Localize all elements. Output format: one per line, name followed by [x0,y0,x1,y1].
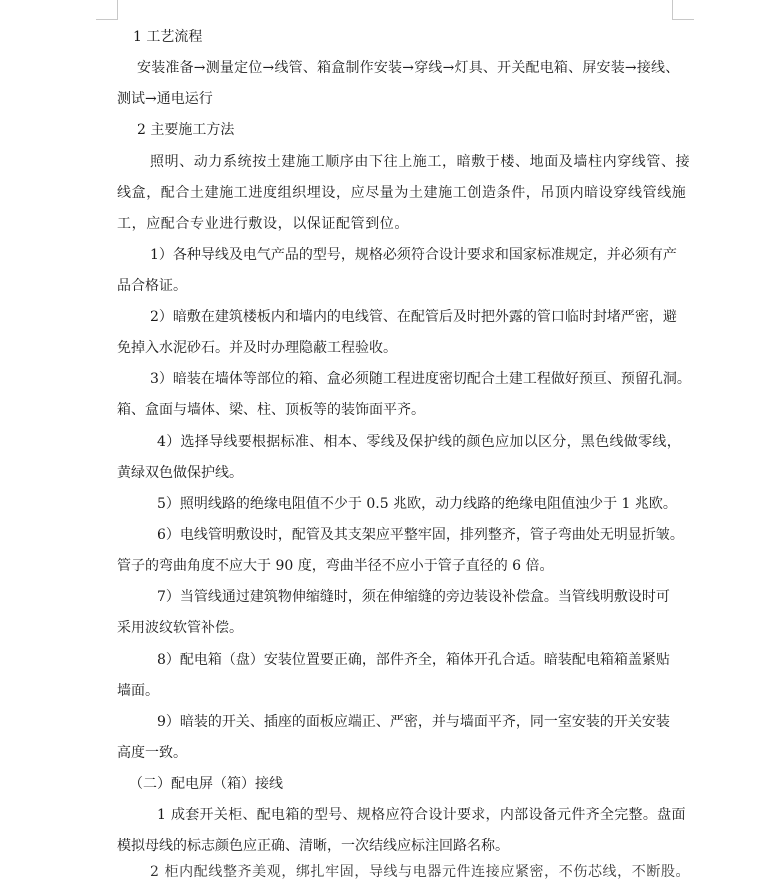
crop-mark-top-right-horizontal [672,19,694,20]
paragraph-line: 线盒，配合土建施工进度组织埋设，应尽量为土建施工创造条件，吊顶内暗设穿线管线施 [117,185,687,201]
crop-mark-top-right-vertical [672,0,673,20]
paragraph-line: 模拟母线的标志颜色应正确、清晰，一次结线应标注回路名称。 [117,838,509,854]
list-item-7: 7）当管线通过建筑物伸缩缝时，须在伸缩缝的旁边装设补偿盒。当管线明敷设时可 [157,589,670,605]
paragraph-line: 工，应配合专业进行敷设，以保证配管到位。 [117,216,409,232]
heading-construction-methods: 2 主要施工方法 [137,122,235,138]
list-item-8: 8）配电箱（盘）安装位置要正确，部件齐全，箱体开孔合适。暗装配电箱箱盖紧贴 [157,652,670,668]
crop-mark-top-left-vertical [117,0,118,20]
list-item-2: 2）暗敷在建筑楼板内和墙内的电线管、在配管后及时把外露的管口临时封堵严密，避 [150,309,677,325]
list-item-9-cont: 高度一致。 [117,745,187,761]
list-item-6-cont: 管子的弯曲角度不应大于 90 度，弯曲半径不应小于管子直径的 6 倍。 [117,558,554,574]
paragraph-line: 测试→通电运行 [117,91,213,107]
cut-off-line-text: 2 柜内配线整齐美观，绑扎牢固，导线与电器元件连接应紧密，不伤芯线，不断股。 [150,864,691,880]
list-item-6: 6）电线管明敷设时，配管及其支架应平整牢固，排列整齐，管子弯曲处无明显折皱。 [157,527,684,543]
list-item-1-cont: 品合格证。 [117,278,187,294]
crop-mark-top-left-horizontal [96,19,118,20]
paragraph-line: 安装准备→测量定位→线管、箱盒制作安装→穿线→灯具、开关配电箱、屏安装→接线、 [137,60,680,76]
paragraph-line: 照明、动力系统按土建施工顺序由下往上施工，暗敷于楼、地面及墙柱内穿线管、接 [150,154,691,170]
list-item-7-cont: 采用波纹软管补偿。 [117,620,243,636]
cut-off-line [150,864,691,880]
list-item-3: 3）暗装在墙体等部位的箱、盒必须随工程进度密切配合土建工程做好预亘、预留孔洞。 [150,371,691,387]
paragraph-line: 1 成套开关柜、配电箱的型号、规格应符合设计要求，内部设备元件齐全完整。盘面 [157,807,686,823]
list-item-3-cont: 箱、盒面与墙体、梁、柱、顶板等的装饰面平齐。 [117,402,425,418]
list-item-8-cont: 墙面。 [117,683,159,699]
heading-process-flow: 1 工艺流程 [133,29,203,45]
section-heading-switchboard: （二）配电屏（箱）接线 [129,776,283,792]
list-item-5: 5）照明线路的绝缘电阻值不少于 0.5 兆欧，动力线路的绝缘电阻值浊少于 1 兆欧。 [157,496,677,512]
list-item-4-cont: 黄绿双色做保护线。 [117,465,243,481]
list-item-2-cont: 免掉入水泥砂石。并及时办理隐蔽工程验收。 [117,340,397,356]
list-item-1: 1）各种导线及电气产品的型号，规格必须符合设计要求和国家标准规定，并必须有产 [150,247,677,263]
list-item-4: 4）选择导线要根据标准、相本、零线及保护线的颜色应加以区分，黑色线做零线， [157,434,682,450]
list-item-9: 9）暗装的开关、插座的面板应端正、严密，并与墙面平齐，同一室安装的开关安装 [157,714,670,730]
